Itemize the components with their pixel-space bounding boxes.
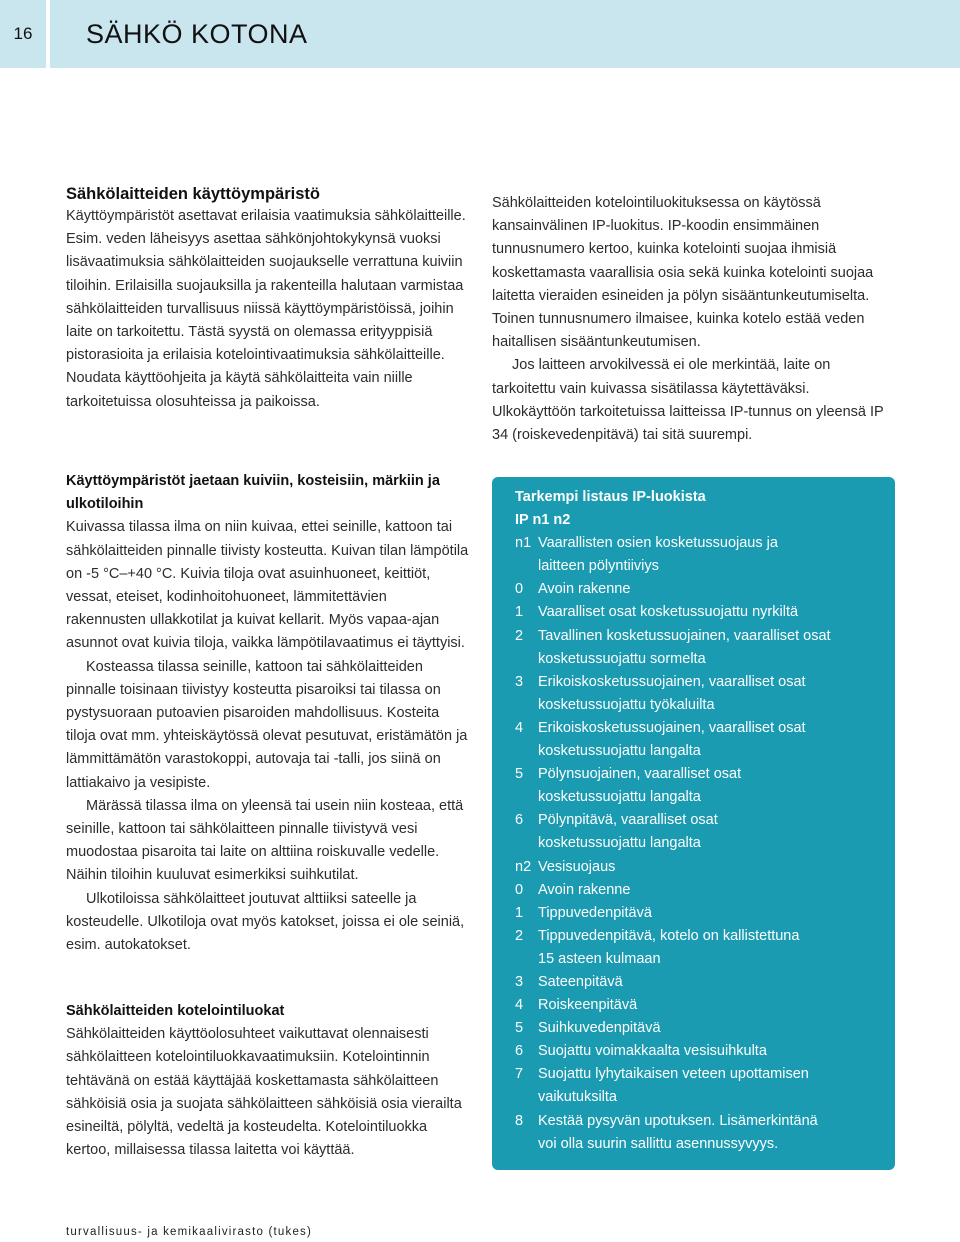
section-paragraph: Kuivassa tilassa ilma on niin kuivaa, ettei seinille, kattoon tai sähkölaitteiden pinnalle tiivisty kosteutta. Kuivan tilan lämpötila on -5 °C–+40 °C. Kuivia tiloja ovat asuinhuoneet, keittiöt, vessat, eteiset, kodinhoitohuoneet, lämmitettävien rakennusten ullakkotilat ja kuivat kellarit. Myös vapaa-ajan asunnot ovat kuivia tiloja, vaikka lämpötilavaatimus ei täyttyisi. bbox=[66, 519, 469, 652]
ip-description-line: voi olla suurin sallittu asennussyvyys. bbox=[538, 1135, 779, 1152]
section-kayttoymparisto bbox=[66, 183, 470, 414]
ip-description-line: Vaarallisten osien kosketussuojaus ja bbox=[538, 535, 778, 552]
page-title: SÄHKÖ KOTONA bbox=[86, 18, 308, 49]
ip-code: 1 bbox=[515, 904, 524, 921]
ip-description-line: Suojattu voimakkaalta vesisuihkulta bbox=[538, 1043, 767, 1060]
ip-description-line: 15 asteen kulmaan bbox=[538, 950, 661, 967]
ip-description-line: Avoin rakenne bbox=[538, 581, 631, 598]
ip-description-line: Kestää pysyvän upotuksen. Lisämerkintänä bbox=[538, 1112, 818, 1129]
ip-description-line: Erikoiskosketussuojainen, vaaralliset osat bbox=[538, 719, 806, 736]
ip-code: 6 bbox=[515, 812, 524, 829]
section-heading: Sähkölaitteiden käyttöympäristö bbox=[66, 185, 320, 203]
ip-box-subtitle: IP n1 n2 bbox=[515, 512, 571, 529]
ip-description-line: Pölynpitävä, vaaralliset osat bbox=[538, 812, 718, 829]
ip-row bbox=[515, 879, 875, 902]
section-paragraph: Ulkotiloissa sähkölaitteet joutuvat alttiiksi sateelle ja kosteudelle. Ulkotiloja ovat myös katokset, joissa ei ole seiniä, esim. autokatokset. bbox=[66, 890, 465, 954]
ip-description bbox=[538, 1017, 875, 1040]
ip-code: 4 bbox=[515, 719, 524, 736]
section-paragraph: Käyttöympäristöt asettavat erilaisia vaatimuksia sähkölaitteille. Esim. veden läheisyys asettaa sähkönjohtokykynsä vuoksi lisävaatimuksia sähkölaitteiden suojaukselle verrattuna kuiviin tiloihin. Erilaisilla suojauksilla ja rakenteilla halutaan varmistaa sähkölaitteiden turvallisuus niissä käyttöympäristöissä, joihin laite on tarkoitettu. Tästä syystä on olemassa erityyppisiä pistorasioita ja erilaisia kotelointivaatimuksia sähkölaitteille. Noudata käyttöohjeita ja käytä sähkölaitteita vain niille tarkoitetuissa olosuhteissa ja paikoissa. bbox=[66, 208, 466, 410]
ip-description bbox=[538, 1110, 875, 1156]
ip-description-line: Tippuvedenpitävä, kotelo on kallistettuna bbox=[538, 927, 800, 944]
ip-code: 8 bbox=[515, 1112, 524, 1129]
ip-code: 2 bbox=[515, 627, 524, 644]
ip-code: 5 bbox=[515, 766, 524, 783]
ip-code: 6 bbox=[515, 1043, 524, 1060]
ip-row bbox=[515, 809, 875, 855]
ip-description-line: Vesisuojaus bbox=[538, 858, 616, 875]
ip-row bbox=[515, 1017, 875, 1040]
ip-row bbox=[515, 994, 875, 1017]
ip-row bbox=[515, 1110, 875, 1156]
ip-description bbox=[538, 578, 875, 601]
ip-description bbox=[538, 879, 875, 902]
footer-publisher: turvallisuus- ja kemikaalivirasto (tukes) bbox=[66, 1226, 313, 1238]
ip-code: 3 bbox=[515, 973, 524, 990]
ip-code: 4 bbox=[515, 997, 524, 1014]
section-paragraph: Märässä tilassa ilma on yleensä tai usein niin kosteaa, että seinille, kattoon tai sähkölaitteen pinnalle tiivistyvä vesi muodostaa pisaroita tai laite on alttiina roiskuvalle vedelle. Näihin tiloihin kuuluvat esimerkiksi suihkutilat. bbox=[66, 797, 464, 884]
ip-description bbox=[538, 1040, 875, 1063]
ip-row bbox=[515, 1063, 875, 1109]
ip-code: 0 bbox=[515, 881, 524, 898]
header-bar bbox=[50, 0, 960, 68]
ip-code: 0 bbox=[515, 581, 524, 598]
ip-description bbox=[538, 671, 875, 717]
ip-intro bbox=[492, 192, 892, 447]
ip-description bbox=[538, 601, 875, 624]
ip-description-line: Roiskeenpitävä bbox=[538, 997, 638, 1014]
ip-row bbox=[515, 763, 875, 809]
ip-description bbox=[538, 902, 875, 925]
ip-row bbox=[515, 717, 875, 763]
ip-row bbox=[515, 856, 875, 879]
section-paragraph: Sähkölaitteiden käyttöolosuhteet vaikuttavat olennaisesti sähkölaitteen kotelointiluokkavaatimuksiin. Kotelointinnin tehtävänä on estää käyttäjää koskettamasta sähkölaitteen sähköisiä osia ja suojata sähkölaitteen sähköisiä osia vierailta esineiltä, pölyltä, vedeltä ja kosteudelta. Kotelointiluokka kertoo, millaisessa tilassa laitetta voi käyttää. bbox=[66, 1026, 462, 1159]
ip-description bbox=[538, 763, 875, 809]
ip-description-line: Tippuvedenpitävä bbox=[538, 904, 652, 921]
ip-description bbox=[538, 1063, 875, 1109]
section-paragraph: Sähkölaitteiden kotelointiluokituksessa on käytössä kansainvälinen IP-luokitus. IP-koodin ensimmäinen tunnusnumero kertoo, kuinka kotelointi suojaa ihmisiä koskettamasta vaarallisia osia sekä kuinka kotelointi suojaa laitetta vieraiden esineiden ja pölyn sisääntunkeutumiselta. Toinen tunnusnumero ilmaisee, kuinka kotelo estää veden haitallisen sisääntunkeutumisen. bbox=[492, 195, 874, 351]
ip-description-line: Tavallinen kosketussuojainen, vaaralliset osat bbox=[538, 627, 831, 644]
ip-row bbox=[515, 601, 875, 624]
ip-description-line: laitteen pölyntiiviys bbox=[538, 558, 659, 575]
ip-description bbox=[538, 717, 875, 763]
ip-row bbox=[515, 925, 875, 971]
ip-classes-box bbox=[492, 477, 895, 1170]
section-heading: Käyttöympäristöt jaetaan kuiviin, kosteisiin, märkiin ja ulkotiloihin bbox=[66, 473, 440, 513]
ip-description-line: Suihkuvedenpitävä bbox=[538, 1020, 661, 1037]
ip-description-line: Avoin rakenne bbox=[538, 881, 631, 898]
ip-description bbox=[538, 532, 875, 578]
ip-code: 7 bbox=[515, 1066, 524, 1083]
ip-row bbox=[515, 532, 875, 578]
ip-code: 2 bbox=[515, 927, 524, 944]
ip-row bbox=[515, 625, 875, 671]
ip-description-line: Erikoiskosketussuojainen, vaaralliset osat bbox=[538, 673, 806, 690]
ip-description-line: Vaaralliset osat kosketussuojattu nyrkiltä bbox=[538, 604, 799, 621]
ip-description-line: vaikutuksilta bbox=[538, 1089, 617, 1106]
page-number-box bbox=[0, 0, 46, 68]
page-number: 16 bbox=[13, 24, 33, 43]
ip-description-line: kosketussuojattu langalta bbox=[538, 789, 701, 806]
ip-description-line: kosketussuojattu langalta bbox=[538, 743, 701, 760]
section-heading: Sähkölaitteiden kotelointiluokat bbox=[66, 1003, 285, 1019]
ip-row bbox=[515, 671, 875, 717]
ip-description-line: Sateenpitävä bbox=[538, 973, 623, 990]
ip-description bbox=[538, 856, 875, 879]
ip-row bbox=[515, 902, 875, 925]
ip-row bbox=[515, 971, 875, 994]
ip-description-line: kosketussuojattu työkaluilta bbox=[538, 696, 715, 713]
ip-description-line: Pölynsuojainen, vaaralliset osat bbox=[538, 766, 742, 783]
section-paragraph: Kosteassa tilassa seinille, kattoon tai sähkölaitteiden pinnalle toisinaan tiivistyy kosteutta pisaroiksi tai tilassa on pystysuoraan putoavien pisaroiden mahdollisuus. Kosteita tiloja ovat mm. yhteiskäytössä olevat pesutuvat, eristämätön ja lämmittämätön varastokoppi, autovaja tai -talli, jos siinä on lattiakaivo ja vesipiste. bbox=[66, 658, 468, 791]
ip-description-line: kosketussuojattu sormelta bbox=[538, 650, 706, 667]
ip-description-line: kosketussuojattu langalta bbox=[538, 835, 701, 852]
ip-box-title: Tarkempi listaus IP-luokista bbox=[515, 489, 706, 505]
ip-code: 1 bbox=[515, 604, 524, 621]
ip-description bbox=[538, 625, 875, 671]
ip-description bbox=[538, 925, 875, 971]
ip-code: n2 bbox=[515, 858, 532, 875]
ip-description bbox=[538, 971, 875, 994]
ip-code: 3 bbox=[515, 673, 524, 690]
section-paragraph: Jos laitteen arvokilvessä ei ole merkintää, laite on tarkoitettu vain kuivassa sisätilassa käytettäväksi. Ulkokäyttöön tarkoitetuissa laitteissa IP-tunnus on yleensä IP 34 (roiskevedenpitävä) tai sitä suurempi. bbox=[492, 357, 884, 444]
section-kotelointiluokat bbox=[66, 1000, 470, 1162]
ip-rows bbox=[515, 532, 875, 1156]
ip-description-line: Suojattu lyhytaikaisen veteen upottamisen bbox=[538, 1066, 809, 1083]
section-tilat bbox=[66, 470, 470, 957]
ip-code: n1 bbox=[515, 535, 532, 552]
ip-description bbox=[538, 809, 875, 855]
ip-row bbox=[515, 578, 875, 601]
ip-description bbox=[538, 994, 875, 1017]
ip-row bbox=[515, 1040, 875, 1063]
ip-code: 5 bbox=[515, 1020, 524, 1037]
